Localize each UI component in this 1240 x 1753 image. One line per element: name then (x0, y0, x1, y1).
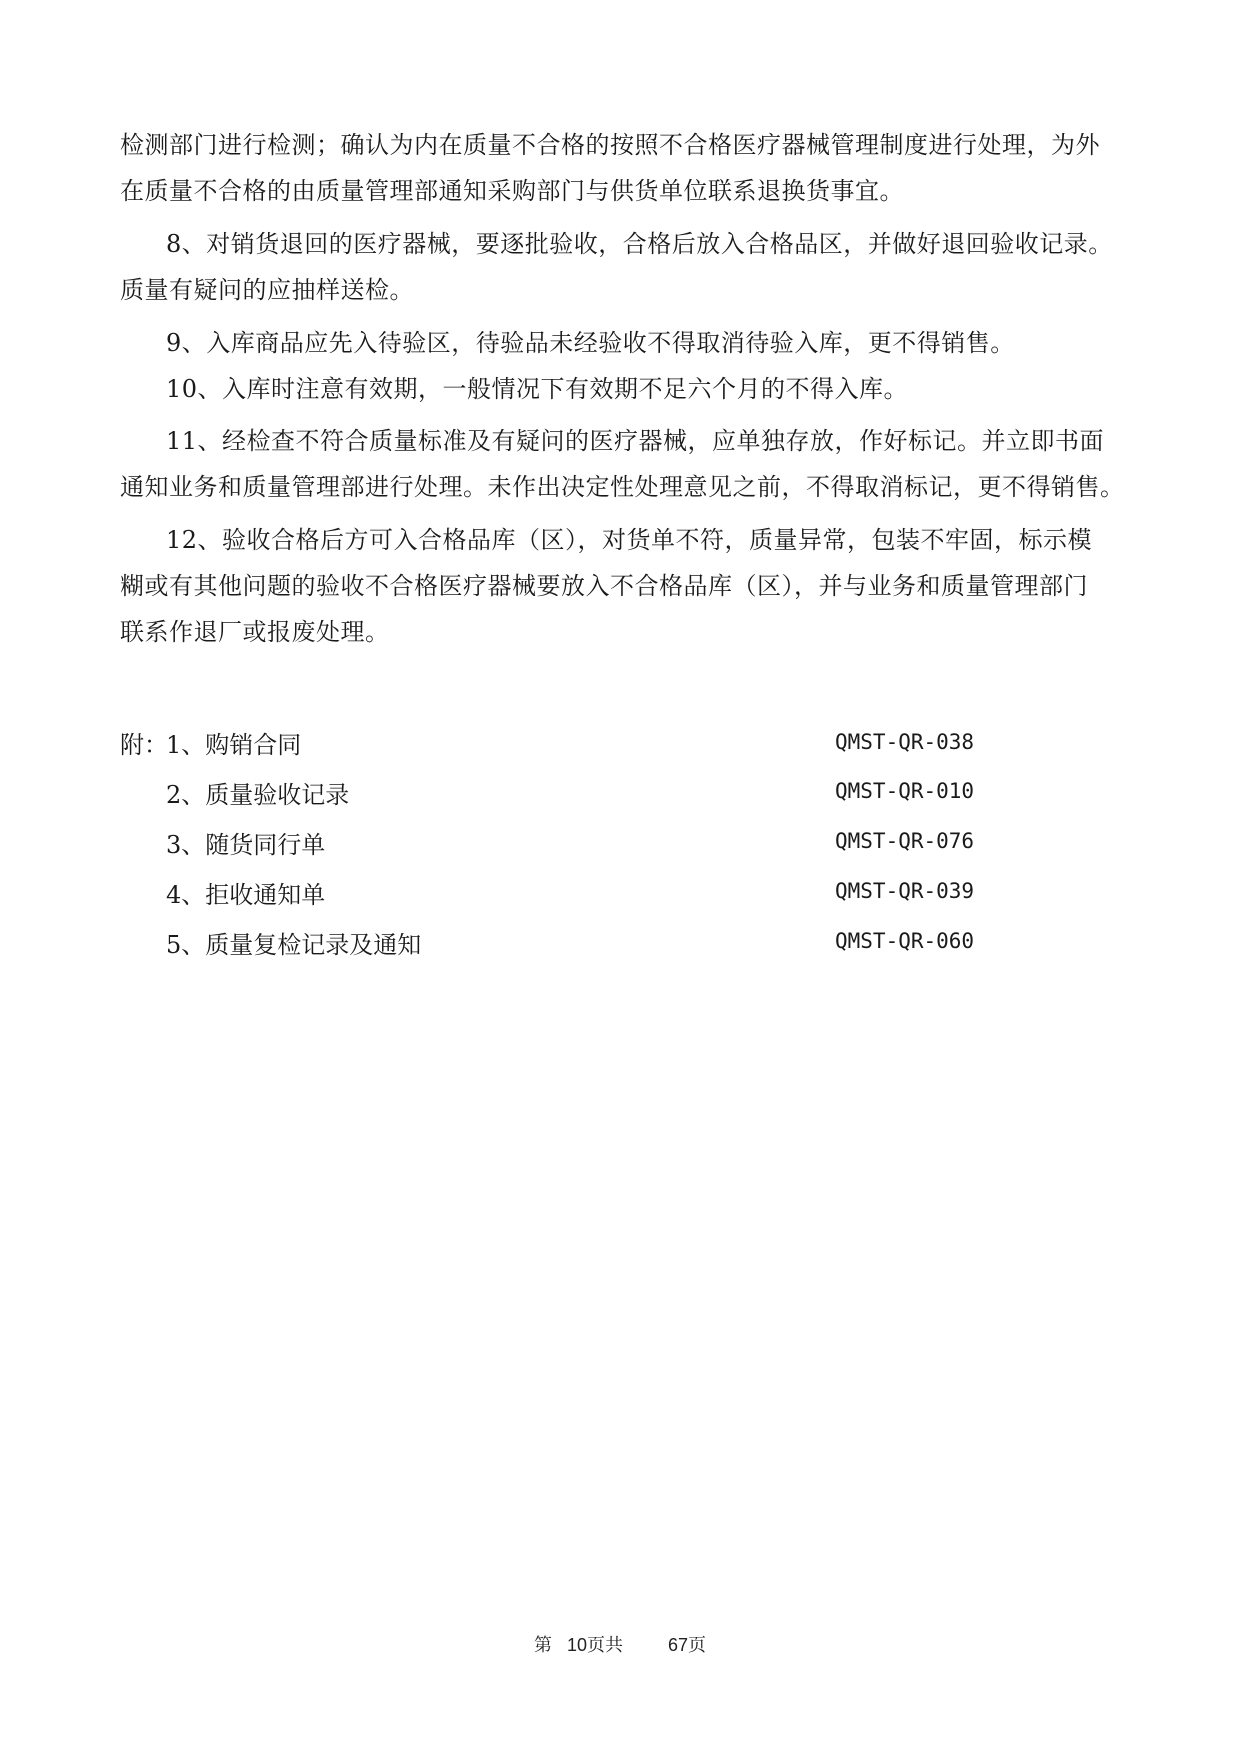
attachments-label: 附： (120, 731, 168, 759)
attachment-code: QMST-QR-039 (835, 879, 975, 903)
paragraph-line: 糊或有其他问题的验收不合格医疗器械要放入不合格品库（区），并与业务和质量管理部门 (120, 572, 1088, 600)
paragraph-line: 质量有疑问的应抽样送检。 (120, 276, 414, 304)
footer-middle: 页共 (587, 1635, 623, 1655)
paragraph-line: 8、对销货退回的医疗器械，要逐批验收，合格后放入合格品区，并做好退回验收记录。 (166, 230, 1113, 258)
footer-suffix: 页 (688, 1635, 707, 1655)
attachment-code: QMST-QR-060 (835, 929, 975, 953)
paragraph-line: 12、验收合格后方可入合格品库（区），对货单不符，质量异常，包装不牢固，标示模 (166, 526, 1093, 554)
paragraph-line: 9、入库商品应先入待验区，待验品未经验收不得取消待验入库，更不得销售。 (166, 329, 1015, 357)
attachment-name: 2、质量验收记录 (166, 781, 350, 809)
attachment-code: QMST-QR-038 (835, 730, 975, 754)
attachment-name: 4、拒收通知单 (166, 881, 326, 909)
total-pages-number: 67 (668, 1635, 689, 1655)
attachment-name: 1、购销合同 (166, 731, 302, 759)
paragraph-line: 10、入库时注意有效期，一般情况下有效期不足六个月的不得入库。 (166, 375, 909, 403)
footer-prefix: 第 (533, 1635, 552, 1655)
current-page-number: 10 (566, 1635, 587, 1655)
paragraph-line: 联系作退厂或报废处理。 (120, 618, 390, 646)
attachment-name: 3、随货同行单 (166, 831, 326, 859)
page-footer (0, 1633, 1240, 1657)
paragraph-line: 11、经检查不符合质量标准及有疑问的医疗器械，应单独存放，作好标记。并立即书面 (166, 427, 1105, 455)
attachment-code: QMST-QR-076 (835, 829, 975, 853)
paragraph-line: 检测部门进行检测；确认为内在质量不合格的按照不合格医疗器械管理制度进行处理，为外 (120, 131, 1100, 159)
paragraph-line: 在质量不合格的由质量管理部通知采购部门与供货单位联系退换货事宜。 (120, 177, 904, 205)
paragraph-line: 通知业务和质量管理部进行处理。未作出决定性处理意见之前，不得取消标记，更不得销售。 (120, 473, 1125, 501)
attachment-name: 5、质量复检记录及通知 (166, 931, 422, 959)
attachment-code: QMST-QR-010 (835, 779, 975, 803)
